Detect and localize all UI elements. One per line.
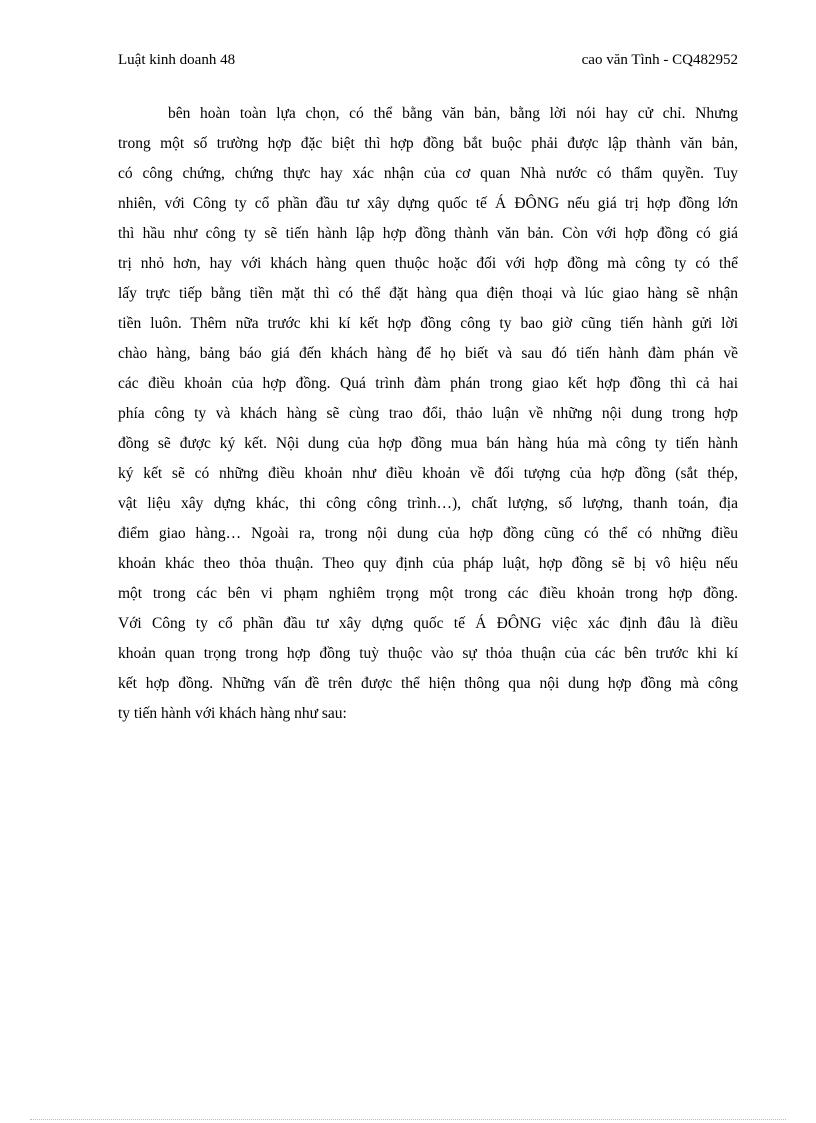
- paragraph-line: khoản quan trọng trong hợp đồng tuỳ thuộc vào sự thỏa thuận của các bên trước khi kí: [118, 645, 738, 662]
- page-bottom-border: [30, 1119, 786, 1120]
- paragraph-line: thì hầu như công ty sẽ tiến hành lập hợp đồng thành văn bản. Còn với hợp đồng có giá: [118, 225, 738, 242]
- paragraph-line: phía công ty và khách hàng sẽ cùng trao đổi, thảo luận về những nội dung trong hợp: [118, 405, 738, 422]
- page-header: [118, 49, 738, 71]
- paragraph-line: kết hợp đồng. Những vấn đề trên được thể hiện thông qua nội dung hợp đồng mà công: [118, 675, 738, 692]
- paragraph-line: lấy trực tiếp bằng tiền mặt thì có thể đặt hàng qua điện thoại và lúc giao hàng sẽ nhận: [118, 285, 738, 302]
- paragraph-line: một trong các bên vi phạm nghiêm trọng một trong các điều khoản trong hợp đồng.: [118, 585, 738, 602]
- paragraph-line: ty tiến hành với khách hàng như sau:: [118, 705, 347, 722]
- header-title: Luật kinh doanh 48: [118, 52, 236, 68]
- header-author: cao văn Tình - CQ482952: [581, 52, 738, 68]
- paragraph-line: chào hàng, bảng báo giá đến khách hàng để họ biết và sau đó tiến hành đàm phán về: [118, 345, 738, 362]
- paragraph-line: nhiên, với Công ty cổ phần đầu tư xây dựng quốc tế Á ĐÔNG nếu giá trị hợp đồng lớn: [118, 195, 738, 212]
- paragraph-line: vật liệu xây dựng khác, thi công công trình…), chất lượng, số lượng, thanh toán, địa: [118, 495, 738, 512]
- paragraph-line: Với Công ty cổ phần đầu tư xây dựng quốc tế Á ĐÔNG việc xác định đâu là điều: [118, 615, 738, 632]
- paragraph-line: đồng sẽ được ký kết. Nội dung của hợp đồng mua bán hàng húa mà công ty tiến hành: [118, 435, 738, 452]
- paragraph-line: các điều khoản của hợp đồng. Quá trình đàm phán trong giao kết hợp đồng thì cả hai: [118, 375, 738, 392]
- paragraph-line: trong một số trường hợp đặc biệt thì hợp đồng bắt buộc phải được lập thành văn bản,: [118, 135, 738, 152]
- paragraph-line: trị nhỏ hơn, hay với khách hàng quen thuộc hoặc đối với hợp đồng mà công ty có thể: [118, 255, 738, 272]
- paragraph-line: tiền luôn. Thêm nữa trước khi kí kết hợp đồng công ty bao giờ cũng tiến hành gửi lời: [118, 315, 738, 332]
- paragraph-line: khoản khác theo thỏa thuận. Theo quy định của pháp luật, hợp đồng sẽ bị vô hiệu nếu: [118, 555, 738, 572]
- paragraph-line: bên hoàn toàn lựa chọn, có thể bằng văn bản, bằng lời nói hay cử chỉ. Nhưng: [168, 105, 738, 122]
- paragraph-line: điểm giao hàng… Ngoài ra, trong nội dung của hợp đồng cũng có thể có những điều: [118, 525, 738, 542]
- paragraph-line: ký kết sẽ có những điều khoản như điều khoản về đối tượng của hợp đồng (sắt thép,: [118, 465, 738, 482]
- body-paragraph: [118, 99, 738, 729]
- paragraph-line: có công chứng, chứng thực hay xác nhận của cơ quan Nhà nước có thẩm quyền. Tuy: [118, 165, 738, 182]
